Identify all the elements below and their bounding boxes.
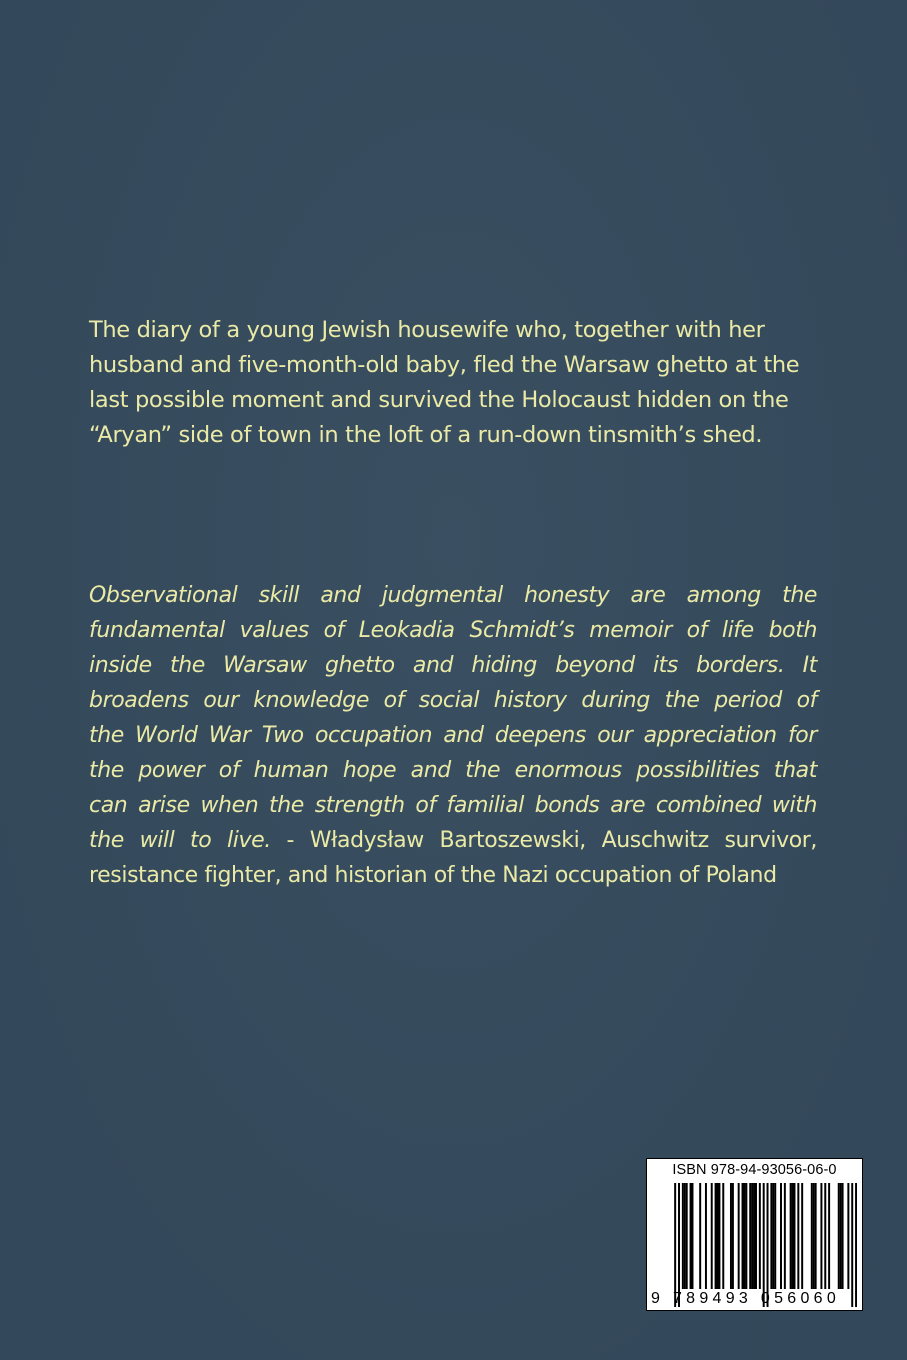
barcode-digits: 9 789493 056060 (651, 1290, 841, 1307)
barcode-bar (813, 1183, 815, 1289)
barcode-bar (743, 1183, 745, 1289)
barcode-bar (699, 1183, 701, 1289)
barcode-bar (770, 1183, 772, 1289)
description-line: The diary of a young Jewish housewife who, together with her (89, 317, 765, 343)
barcode-bar (759, 1183, 761, 1289)
quote-ending: the will to live. (89, 828, 271, 853)
barcode-bar (851, 1183, 853, 1307)
book-description (89, 313, 817, 453)
barcode-bar (842, 1183, 844, 1289)
barcode-bar (820, 1183, 822, 1289)
barcode-bar (730, 1183, 732, 1289)
barcode-bar (784, 1183, 786, 1289)
barcode-bars (653, 1183, 857, 1307)
barcode-bar (678, 1183, 680, 1307)
barcode-bar (811, 1183, 813, 1289)
quote-attribution-continued: resistance fighter, and historian of the Nazi occupation of Poland (89, 863, 777, 888)
barcode-bar (722, 1183, 724, 1289)
barcode-bar (801, 1183, 803, 1289)
quote-line: inside the Warsaw ghetto and hiding beyond its borders. It (89, 653, 817, 678)
barcode-bar (793, 1183, 795, 1289)
quote-line: the power of human hope and the enormous possibilities that (89, 758, 817, 783)
barcode-bar (855, 1183, 857, 1307)
barcode-bar (828, 1183, 830, 1289)
barcode-bar (742, 1183, 744, 1289)
barcode-bar (691, 1183, 693, 1289)
isbn-barcode (646, 1158, 863, 1311)
barcode-bar (682, 1183, 684, 1289)
description-line: “Aryan” side of town in the loft of a run-down tinsmith’s shed. (89, 422, 763, 448)
quote-attribution: - Władysław Bartoszewski, Auschwitz survivor, (270, 828, 817, 853)
barcode-bar (840, 1183, 842, 1289)
barcode-bar (774, 1183, 776, 1289)
barcode-bar (792, 1183, 794, 1289)
quote-line: fundamental values of Leokadia Schmidt’s memoir of life both (89, 618, 817, 643)
quote-line: Observational skill and judgmental honesty are among the (89, 583, 817, 608)
barcode-bar (686, 1183, 688, 1289)
barcode-bar (715, 1183, 717, 1289)
barcode-bar (753, 1183, 755, 1289)
barcode-bar (847, 1183, 849, 1289)
isbn-label: ISBN 978-94-93056-06-0 (672, 1162, 837, 1178)
barcode-bar (711, 1183, 713, 1289)
barcode-bar (790, 1183, 792, 1289)
quote-line: broadens our knowledge of social history during the period of (89, 688, 817, 713)
barcode-bar (755, 1183, 757, 1289)
barcode-bar (732, 1183, 734, 1289)
quote-attribution-line (89, 823, 817, 858)
barcode-bar (763, 1183, 765, 1307)
barcode-bar (705, 1183, 707, 1289)
barcode-bar (684, 1183, 686, 1289)
barcode-bar (718, 1183, 720, 1289)
barcode-bar (797, 1183, 799, 1289)
barcode-bar (767, 1183, 769, 1307)
barcode-bar (690, 1183, 692, 1289)
barcode-bar (780, 1183, 782, 1289)
barcode-bar (751, 1183, 753, 1289)
barcode-bar (717, 1183, 719, 1289)
description-line: husband and five-month-old baby, fled the Warsaw ghetto at the (89, 352, 800, 378)
quote-line: the World War Two occupation and deepens our appreciation for (89, 723, 817, 748)
barcode-bar (772, 1183, 774, 1289)
quote-line: can arise when the strength of familial bonds are combined with (89, 793, 817, 818)
barcode-bar (824, 1183, 826, 1289)
barcode-bar (749, 1183, 751, 1289)
barcode-bar (674, 1183, 676, 1307)
description-line: last possible moment and survived the Holocaust hidden on the (89, 387, 789, 413)
barcode-bar (815, 1183, 817, 1289)
barcode-bar (838, 1183, 840, 1289)
barcode-bar (745, 1183, 747, 1289)
barcode-bar (738, 1183, 740, 1289)
endorsement-quote (89, 578, 817, 893)
